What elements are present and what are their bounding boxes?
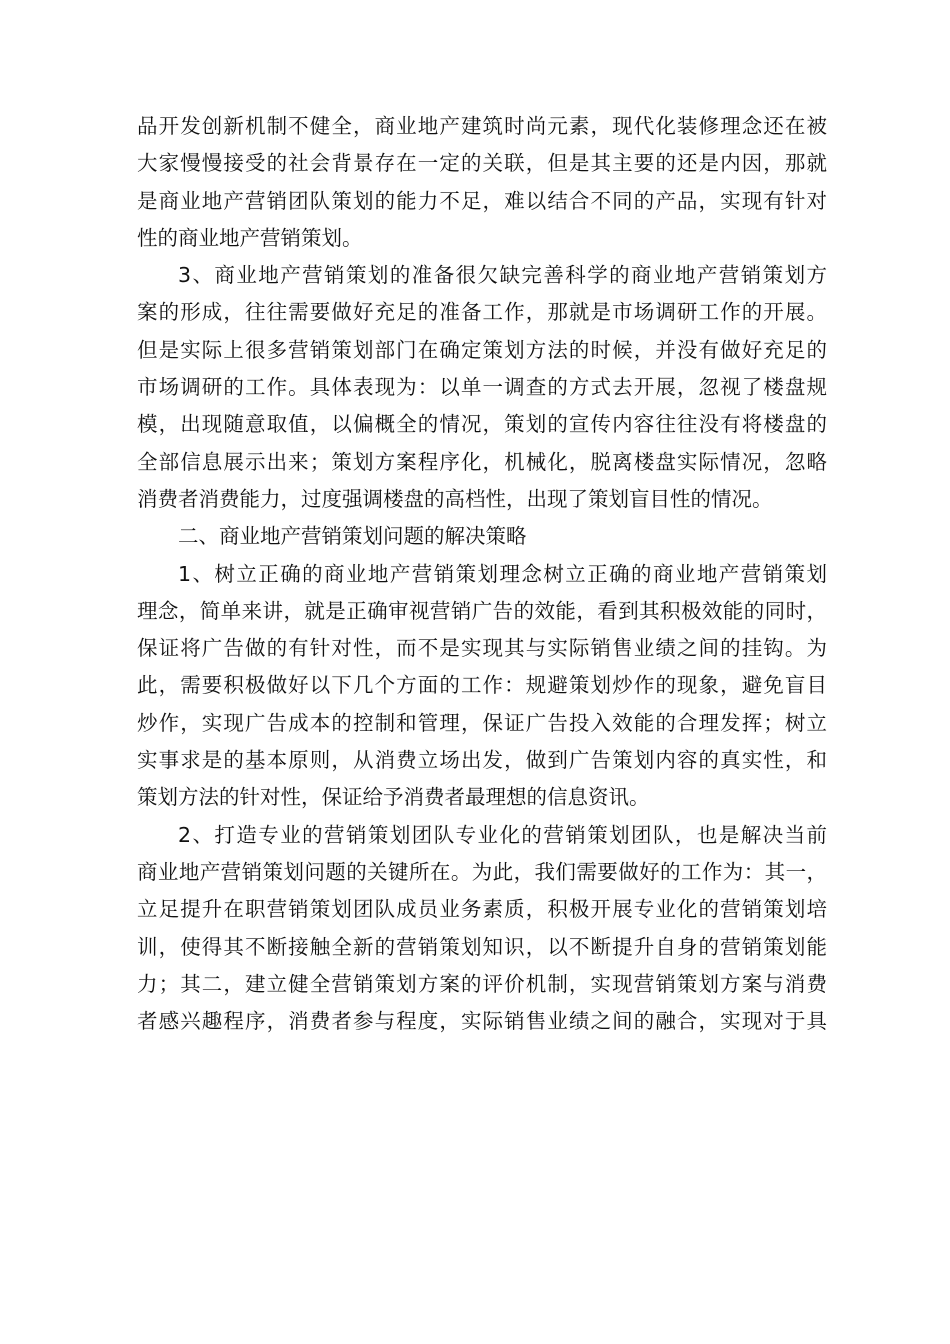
text-line: 品开发创新机制不健全，商业地产建筑时尚元素，现代化装修理念还在被: [137, 114, 827, 138]
text-line: 全部信息展示出来；策划方案程序化，机械化，脱离楼盘实际情况，忽略: [137, 449, 827, 474]
text-line: 策划方法的针对性，保证给予消费者最理想的信息资讯。: [137, 785, 650, 810]
text-line: 立足提升在职营销策划团队成员业务素质，积极开展专业化的营销策划培: [137, 897, 827, 922]
text-line: 大家慢慢接受的社会背景存在一定的关联，但是其主要的还是内因，那就: [137, 151, 827, 176]
text-line: 实事求是的基本原则，从消费立场出发，做到广告策划内容的真实性，和: [137, 748, 827, 773]
text-line: 市场调研的工作。具体表现为：以单一调查的方式去开展，忽视了楼盘规: [137, 375, 827, 400]
text-line: 2、打造专业的营销策划团队专业化的营销策划团队，也是解决当前: [178, 822, 827, 847]
text-line: 消费者消费能力，过度强调楼盘的高档性，出现了策划盲目性的情况。: [137, 486, 773, 511]
text-line: 二、商业地产营销策划问题的解决策略: [178, 524, 527, 549]
text-line: 保证将广告做的有针对性，而不是实现其与实际销售业绩之间的挂钩。为: [137, 636, 827, 661]
text-line: 此，需要积极做好以下几个方面的工作：规避策划炒作的现象，避免盲目: [137, 673, 827, 698]
text-line: 1、树立正确的商业地产营销策划理念树立正确的商业地产营销策划: [178, 561, 827, 586]
text-line: 理念，简单来讲，就是正确审视营销广告的效能，看到其积极效能的同时，: [137, 598, 827, 623]
text-line: 是商业地产营销团队策划的能力不足，难以结合不同的产品，实现有针对: [137, 188, 827, 213]
text-line: 炒作，实现广告成本的控制和管理，保证广告投入效能的合理发挥；树立: [137, 710, 827, 735]
text-line: 力；其二，建立健全营销策划方案的评价机制，实现营销策划方案与消费: [137, 971, 827, 996]
body-text: [137, 108, 827, 1040]
text-line: 者感兴趣程序，消费者参与程度，实际销售业绩之间的融合，实现对于具: [137, 1009, 827, 1034]
text-line: 模，出现随意取值，以偏概全的情况，策划的宣传内容往往没有将楼盘的: [137, 412, 827, 437]
text-line: 但是实际上很多营销策划部门在确定策划方法的时候，并没有做好充足的: [137, 337, 827, 362]
text-line: 3、商业地产营销策划的准备很欠缺完善科学的商业地产营销策划方: [178, 263, 827, 288]
text-line: 训，使得其不断接触全新的营销策划知识，以不断提升自身的营销策划能: [137, 934, 827, 959]
text-line: 性的商业地产营销策划。: [137, 225, 363, 250]
text-line: 商业地产营销策划问题的关键所在。为此，我们需要做好的工作为：其一，: [137, 859, 827, 884]
text-line: 案的形成，往往需要做好充足的准备工作，那就是市场调研工作的开展。: [137, 300, 827, 325]
